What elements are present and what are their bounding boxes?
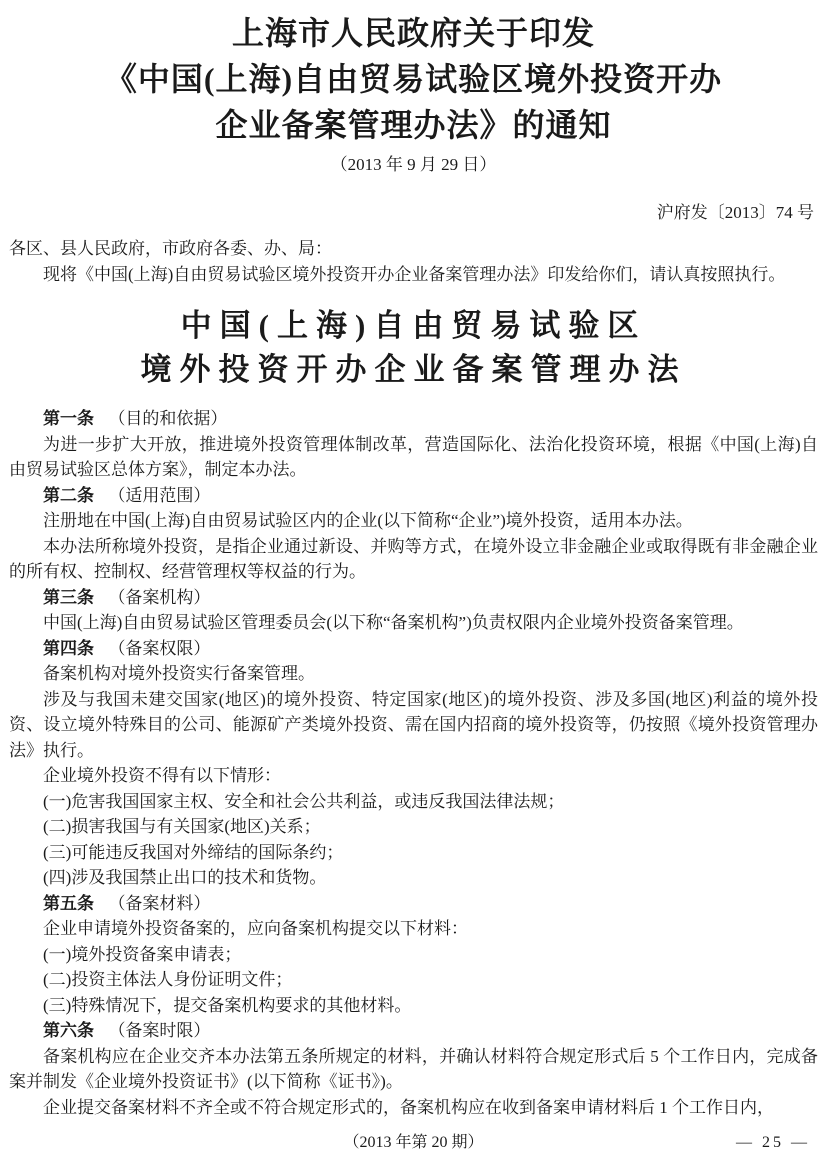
paragraph [9, 508, 818, 534]
paragraph [9, 763, 818, 789]
paragraph-text: （备案权限） [108, 638, 211, 658]
paragraph-text: (三)特殊情况下，提交备案机构要求的其他材料。 [43, 995, 412, 1015]
paragraph-text: 本办法所称境外投资，是指企业通过新设、并购等方式，在境外设立非金融企业或取得既有非金融企业的所有权、控制权、经营管理权等权益的行为。 [9, 536, 818, 581]
paragraph [9, 432, 818, 483]
paragraph [9, 942, 818, 968]
article-label: 第三条 [43, 587, 94, 607]
paragraph-text: (一)境外投资备案申请表； [43, 944, 242, 964]
paragraph-text: （适用范围） [108, 485, 211, 505]
paragraph-text: (三)可能违反我国对外缔结的国际条约； [43, 842, 344, 862]
notice-title [9, 10, 818, 148]
paragraph [9, 585, 818, 611]
paragraph-text: （目的和依据） [108, 409, 228, 428]
paragraph-text: 中国(上海)自由贸易试验区管理委员会(以下称“备案机构”)负责权限内企业境外投资备案管理。 [43, 613, 744, 632]
paragraph [9, 967, 818, 993]
article-label: 第四条 [43, 638, 94, 658]
paragraph-text: (一)危害我国国家主权、安全和社会公共利益，或违反我国法律法规； [43, 791, 565, 811]
paragraph [9, 789, 818, 815]
issue-label: （2013 年第 20 期） [343, 1134, 484, 1151]
notice-title-line-3: 企业备案管理办法》的通知 [215, 107, 612, 143]
intro-paragraph: 现将《中国(上海)自由贸易试验区境外投资开办企业备案管理办法》印发给你们，请认真按照执行。 [43, 265, 786, 284]
paragraph [9, 661, 818, 687]
paragraph-text: (二)损害我国与有关国家(地区)关系； [43, 817, 321, 836]
paragraph-text: 备案机构应在企业交齐本办法第五条所规定的材料，并确认材料符合规定形式后 5 个工作日内，完成备案并制发《企业境外投资证书》(以下简称《证书》)。 [9, 1046, 818, 1091]
paragraph [9, 840, 818, 866]
paragraph [9, 865, 818, 891]
regulation-title [9, 304, 818, 392]
paragraph-text: 为进一步扩大开放，推进境外投资管理体制改革，营造国际化、法治化投资环境，根据《中国(上海)自由贸易试验区总体方案》，制定本办法。 [9, 434, 818, 479]
paragraph-text: （备案机构） [108, 587, 211, 607]
document-number: 沪府发〔2013〕74 号 [656, 203, 814, 222]
paragraph-text: 涉及与我国未建交国家(地区)的境外投资、特定国家(地区)的境外投资、涉及多国(地区)利益的境外投资、设立境外特殊目的公司、能源矿产类境外投资、需在国内招商的境外投资等，仍按照《境外投资管理办法》执行。 [9, 689, 818, 760]
paragraph-text: 企业申请境外投资备案的，应向备案机构提交以下材料： [43, 919, 468, 938]
paragraph-text: （备案材料） [108, 893, 211, 913]
paragraph [9, 687, 818, 764]
article-label: 第六条 [43, 1021, 94, 1040]
paragraph [9, 483, 818, 509]
notice-title-line-1: 上海市人民政府关于印发 [231, 15, 595, 51]
paragraph-text: 备案机构对境外投资实行备案管理。 [43, 664, 315, 683]
notice-date: （2013 年 9 月 29 日） [330, 155, 497, 174]
notice-title-line-2: 《中国(上海)自由贸易试验区境外投资开办 [104, 61, 723, 97]
paragraph-text: (四)涉及我国禁止出口的技术和货物。 [43, 868, 327, 887]
paragraph-text: 企业提交备案材料不齐全或不符合规定形式的，备案机构应在收到备案申请材料后 1 个工作日内， [43, 1097, 774, 1117]
paragraph [9, 814, 818, 840]
paragraph-text: 注册地在中国(上海)自由贸易试验区内的企业(以下简称“企业”)境外投资，适用本办法。 [43, 511, 693, 530]
article-label: 第五条 [43, 893, 94, 913]
paragraph-text: (二)投资主体法人身份证明文件； [43, 970, 293, 989]
paragraph [9, 1044, 818, 1095]
article-label: 第二条 [43, 485, 94, 505]
page-footer [9, 1130, 818, 1156]
regulation-title-line-2: 境外投资开办企业备案管理办法 [140, 352, 687, 387]
article-label: 第一条 [43, 409, 94, 428]
paragraph-text: 企业境外投资不得有以下情形： [43, 766, 281, 785]
paragraph [9, 1018, 818, 1044]
page-number: — 25 — [736, 1134, 810, 1151]
paragraph [9, 534, 818, 585]
regulation-title-line-1: 中国(上海)自由贸易试验区 [180, 308, 647, 343]
paragraph [9, 891, 818, 917]
salutation: 各区、县人民政府，市政府各委、办、局： [9, 239, 332, 258]
article-list [9, 406, 818, 1120]
paragraph-text: （备案时限） [108, 1021, 211, 1040]
paragraph [9, 1095, 818, 1121]
paragraph [9, 993, 818, 1019]
paragraph [9, 916, 818, 942]
paragraph [9, 636, 818, 662]
paragraph [9, 610, 818, 636]
paragraph [9, 406, 818, 432]
